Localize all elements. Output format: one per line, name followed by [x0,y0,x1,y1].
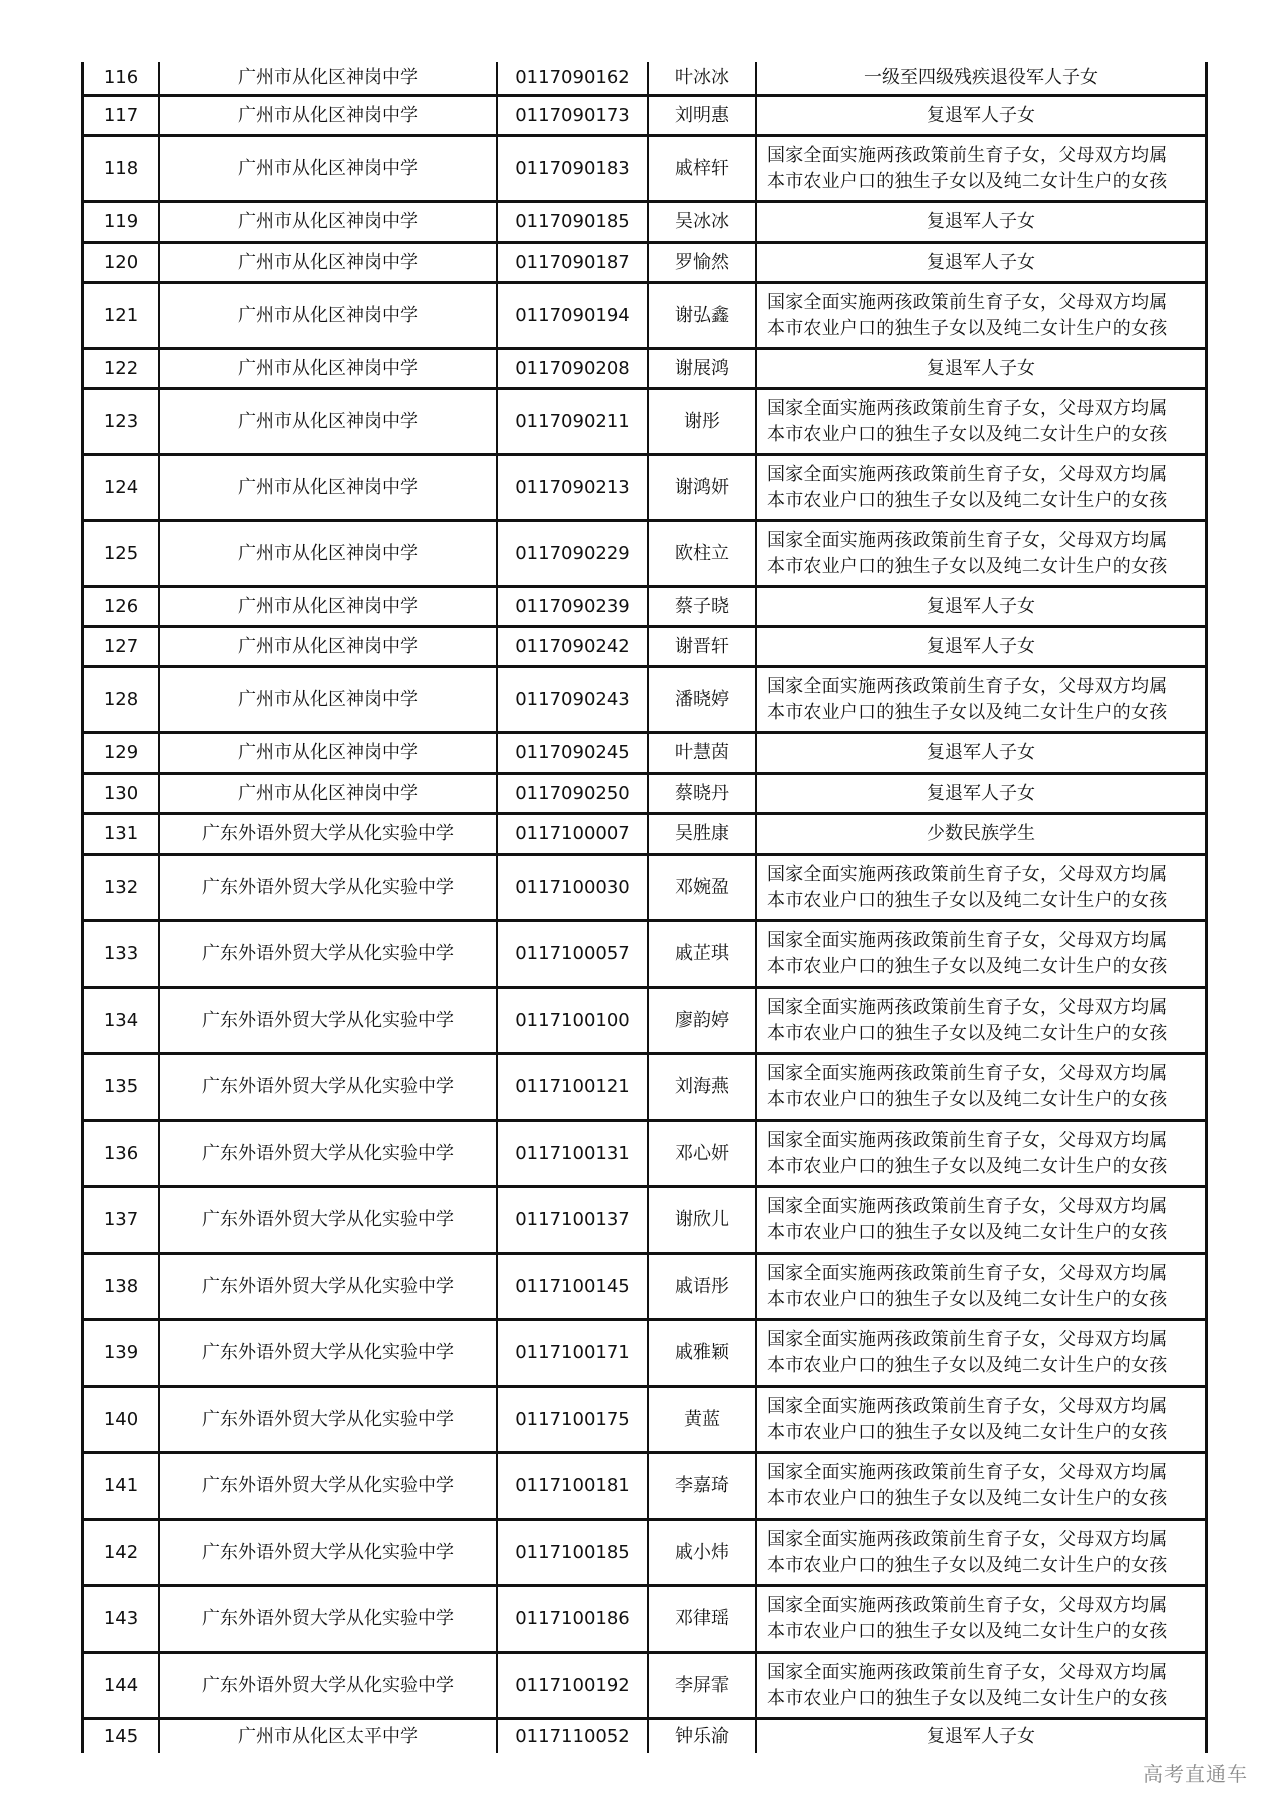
school-cell: 广东外语外贸大学从化实验中学 [160,922,498,986]
exam-id-cell: 0117100100 [498,989,649,1052]
table-row [84,1587,1205,1654]
category-line: 本市农业户口的独生子女以及纯二女计生户的女孩 [767,1355,1168,1376]
table-row [84,350,1205,390]
school-cell: 广东外语外贸大学从化实验中学 [160,1188,498,1252]
student-name-cell: 潘晓婷 [649,668,757,731]
category-line: 国家全面实施两孩政策前生育子女，父母双方均属 [767,930,1168,951]
school-cell: 广州市从化区神岗中学 [160,97,498,134]
table-row [84,62,1205,97]
category-cell [757,1122,1205,1185]
category-line: 复退军人子女 [927,595,1035,617]
table-row [84,1720,1205,1753]
student-name-cell: 谢展鸿 [649,350,757,387]
category-line: 国家全面实施两孩政策前生育子女，父母双方均属 [767,1063,1168,1084]
exam-id-cell: 0117090173 [498,97,649,134]
row-number-cell: 128 [84,668,160,731]
row-number-cell: 118 [84,137,160,200]
category-line: 本市农业户口的独生子女以及纯二女计生户的女孩 [767,423,1168,445]
row-number-cell: 135 [84,1055,160,1119]
school-cell: 广州市从化区神岗中学 [160,775,498,812]
table-row [84,456,1205,522]
category-cell [757,137,1205,200]
row-number-cell: 143 [84,1587,160,1651]
table-row [84,97,1205,137]
school-cell: 广东外语外贸大学从化实验中学 [160,1255,498,1318]
school-cell: 广东外语外贸大学从化实验中学 [160,989,498,1052]
category-cell [757,203,1205,241]
student-name-cell: 邓婉盈 [649,856,757,919]
category-line: 本市农业户口的独生子女以及纯二女计生户的女孩 [767,701,1168,723]
exam-id-cell: 0117090250 [498,775,649,812]
category-line: 复退军人子女 [927,635,1035,657]
category-cell [757,588,1205,625]
row-number-cell: 141 [84,1454,160,1518]
school-cell: 广东外语外贸大学从化实验中学 [160,1055,498,1119]
school-cell: 广东外语外贸大学从化实验中学 [160,815,498,853]
exam-id-cell: 0117090229 [498,522,649,585]
category-cell [757,1188,1205,1252]
row-number-cell: 134 [84,989,160,1052]
school-cell: 广州市从化区神岗中学 [160,390,498,453]
student-name-cell: 谢鸿妍 [649,456,757,519]
school-cell: 广州市从化区神岗中学 [160,137,498,200]
category-line: 复退军人子女 [927,1725,1035,1747]
exam-id-cell: 0117090211 [498,390,649,453]
school-cell: 广州市从化区神岗中学 [160,734,498,772]
category-line: 本市农业户口的独生子女以及纯二女计生户的女孩 [767,1621,1168,1642]
row-number-cell: 123 [84,390,160,453]
student-name-cell: 黄蓝 [649,1388,757,1451]
exam-id-cell: 0117100145 [498,1255,649,1318]
row-number-cell: 132 [84,856,160,919]
table-row [84,522,1205,588]
table-row [84,989,1205,1055]
exam-id-cell: 0117100186 [498,1587,649,1651]
category-cell [757,1720,1205,1753]
row-number-cell: 121 [84,284,160,347]
student-name-cell: 叶冰冰 [649,62,757,94]
row-number-cell: 122 [84,350,160,387]
school-cell: 广州市从化区神岗中学 [160,668,498,731]
exam-id-cell: 0117090243 [498,668,649,731]
row-number-cell: 142 [84,1521,160,1584]
student-name-cell: 刘明惠 [649,97,757,134]
exam-id-cell: 0117100175 [498,1388,649,1451]
category-cell [757,1521,1205,1584]
category-cell [757,522,1205,585]
category-line: 本市农业户口的独生子女以及纯二女计生户的女孩 [767,1288,1168,1310]
exam-id-cell: 0117100121 [498,1055,649,1119]
school-cell: 广州市从化区神岗中学 [160,456,498,519]
category-cell [757,1388,1205,1451]
student-name-cell: 廖韵婷 [649,989,757,1052]
school-cell: 广州市从化区神岗中学 [160,350,498,387]
table-row [84,203,1205,244]
exam-id-cell: 0117100137 [498,1188,649,1252]
school-cell: 广东外语外贸大学从化实验中学 [160,1521,498,1584]
table-row [84,775,1205,815]
student-name-cell: 戚梓轩 [649,137,757,200]
exam-id-cell: 0117090245 [498,734,649,772]
student-name-cell: 戚语彤 [649,1255,757,1318]
exam-id-cell: 0117090239 [498,588,649,625]
table-row [84,1654,1205,1720]
category-line: 本市农业户口的独生子女以及纯二女计生户的女孩 [767,317,1168,339]
row-number-cell: 116 [84,62,160,94]
school-cell: 广州市从化区神岗中学 [160,522,498,585]
school-cell: 广州市从化区神岗中学 [160,203,498,241]
school-cell: 广东外语外贸大学从化实验中学 [160,1388,498,1451]
school-cell: 广东外语外贸大学从化实验中学 [160,856,498,919]
category-line: 国家全面实施两孩政策前生育子女，父母双方均属 [767,1528,1168,1550]
category-line: 国家全面实施两孩政策前生育子女，父母双方均属 [767,144,1168,166]
row-number-cell: 124 [84,456,160,519]
category-line: 本市农业户口的独生子女以及纯二女计生户的女孩 [767,555,1168,577]
student-name-cell: 李屏霏 [649,1654,757,1717]
student-name-cell: 谢晋轩 [649,628,757,665]
student-name-cell: 罗愉然 [649,244,757,281]
watermark-text: 高考直通车 [1143,1762,1248,1786]
row-number-cell: 131 [84,815,160,853]
exam-id-cell: 0117090194 [498,284,649,347]
school-cell: 广东外语外贸大学从化实验中学 [160,1454,498,1518]
category-cell [757,1321,1205,1385]
category-line: 一级至四级残疾退役军人子女 [864,67,1098,88]
category-line: 本市农业户口的独生子女以及纯二女计生户的女孩 [767,1222,1168,1243]
category-line: 国家全面实施两孩政策前生育子女，父母双方均属 [767,675,1168,697]
category-cell [757,1587,1205,1651]
category-line: 国家全面实施两孩政策前生育子女，父母双方均属 [767,1661,1168,1683]
student-name-cell: 戚小炜 [649,1521,757,1584]
student-name-cell: 谢欣儿 [649,1188,757,1252]
student-name-cell: 钟乐渝 [649,1720,757,1753]
table-row [84,1188,1205,1255]
school-cell: 广东外语外贸大学从化实验中学 [160,1587,498,1651]
school-cell: 广州市从化区神岗中学 [160,284,498,347]
table-row [84,815,1205,856]
category-line: 国家全面实施两孩政策前生育子女，父母双方均属 [767,1595,1168,1616]
student-name-cell: 吴胜康 [649,815,757,853]
exam-id-cell: 0117090185 [498,203,649,241]
category-cell [757,734,1205,772]
category-cell [757,815,1205,853]
category-cell [757,350,1205,387]
table-row [84,1521,1205,1587]
category-cell [757,284,1205,347]
exam-id-cell: 0117100007 [498,815,649,853]
table-row [84,1255,1205,1321]
exam-id-cell: 0117090242 [498,628,649,665]
row-number-cell: 140 [84,1388,160,1451]
category-line: 本市农业户口的独生子女以及纯二女计生户的女孩 [767,170,1168,192]
category-line: 本市农业户口的独生子女以及纯二女计生户的女孩 [767,1554,1168,1576]
exam-id-cell: 0117090187 [498,244,649,281]
exam-id-cell: 0117090162 [498,62,649,94]
school-cell: 广东外语外贸大学从化实验中学 [160,1122,498,1185]
category-line: 国家全面实施两孩政策前生育子女，父母双方均属 [767,1462,1168,1483]
row-number-cell: 145 [84,1720,160,1753]
category-line: 国家全面实施两孩政策前生育子女，父母双方均属 [767,996,1168,1018]
category-line: 复退军人子女 [927,782,1035,804]
table-row [84,284,1205,350]
category-line: 国家全面实施两孩政策前生育子女，父母双方均属 [767,529,1168,551]
category-cell [757,1255,1205,1318]
student-name-cell: 邓心妍 [649,1122,757,1185]
table-row [84,1055,1205,1122]
category-cell [757,668,1205,731]
student-name-cell: 谢彤 [649,390,757,453]
exam-id-cell: 0117100030 [498,856,649,919]
row-number-cell: 119 [84,203,160,241]
student-name-cell: 刘海燕 [649,1055,757,1119]
exam-id-cell: 0117100131 [498,1122,649,1185]
category-cell [757,456,1205,519]
category-line: 本市农业户口的独生子女以及纯二女计生户的女孩 [767,1022,1168,1044]
student-name-cell: 邓律瑶 [649,1587,757,1651]
exam-id-cell: 0117100181 [498,1454,649,1518]
row-number-cell: 144 [84,1654,160,1717]
row-number-cell: 136 [84,1122,160,1185]
category-cell [757,1055,1205,1119]
table-row [84,668,1205,734]
row-number-cell: 125 [84,522,160,585]
row-number-cell: 137 [84,1188,160,1252]
category-line: 少数民族学生 [927,823,1035,844]
category-line: 国家全面实施两孩政策前生育子女，父母双方均属 [767,1129,1168,1151]
table-row [84,922,1205,989]
category-line: 复退军人子女 [927,357,1035,379]
category-line: 国家全面实施两孩政策前生育子女，父母双方均属 [767,291,1168,313]
school-cell: 广东外语外贸大学从化实验中学 [160,1321,498,1385]
table-row [84,734,1205,775]
table-row [84,390,1205,456]
category-line: 国家全面实施两孩政策前生育子女，父母双方均属 [767,863,1168,885]
category-cell [757,1654,1205,1717]
category-line: 国家全面实施两孩政策前生育子女，父母双方均属 [767,1262,1168,1284]
category-line: 本市农业户口的独生子女以及纯二女计生户的女孩 [767,1089,1168,1110]
exam-id-cell: 0117090213 [498,456,649,519]
category-cell [757,1454,1205,1518]
row-number-cell: 139 [84,1321,160,1385]
category-line: 国家全面实施两孩政策前生育子女，父母双方均属 [767,397,1168,419]
row-number-cell: 127 [84,628,160,665]
category-cell [757,97,1205,134]
table-row [84,137,1205,203]
student-name-cell: 吴冰冰 [649,203,757,241]
exam-id-cell: 0117100057 [498,922,649,986]
category-cell [757,856,1205,919]
row-number-cell: 130 [84,775,160,812]
category-cell [757,989,1205,1052]
category-line: 复退军人子女 [927,251,1035,273]
exam-id-cell: 0117100171 [498,1321,649,1385]
category-cell [757,390,1205,453]
category-line: 本市农业户口的独生子女以及纯二女计生户的女孩 [767,889,1168,911]
category-line: 本市农业户口的独生子女以及纯二女计生户的女孩 [767,1687,1168,1709]
exam-id-cell: 0117090208 [498,350,649,387]
table-row [84,1454,1205,1521]
student-name-cell: 叶慧茵 [649,734,757,772]
school-cell: 广东外语外贸大学从化实验中学 [160,1654,498,1717]
category-line: 本市农业户口的独生子女以及纯二女计生户的女孩 [767,1155,1168,1177]
category-line: 复退军人子女 [927,211,1035,232]
student-name-cell: 戚芷琪 [649,922,757,986]
table-row [84,1388,1205,1454]
student-name-cell: 欧柱立 [649,522,757,585]
school-cell: 广州市从化区神岗中学 [160,244,498,281]
category-line: 复退军人子女 [927,104,1035,126]
student-name-cell: 李嘉琦 [649,1454,757,1518]
category-line: 本市农业户口的独生子女以及纯二女计生户的女孩 [767,1421,1168,1443]
category-line: 本市农业户口的独生子女以及纯二女计生户的女孩 [767,956,1168,977]
exam-id-cell: 0117110052 [498,1720,649,1753]
table-row [84,244,1205,284]
school-cell: 广州市从化区神岗中学 [160,62,498,94]
row-number-cell: 120 [84,244,160,281]
category-line: 国家全面实施两孩政策前生育子女，父母双方均属 [767,1329,1168,1350]
school-cell: 广州市从化区太平中学 [160,1720,498,1753]
row-number-cell: 129 [84,734,160,772]
student-name-cell: 蔡子晓 [649,588,757,625]
student-name-cell: 戚雅颖 [649,1321,757,1385]
category-cell [757,628,1205,665]
category-cell [757,244,1205,281]
category-line: 本市农业户口的独生子女以及纯二女计生户的女孩 [767,489,1168,511]
exam-id-cell: 0117090183 [498,137,649,200]
exam-id-cell: 0117100185 [498,1521,649,1584]
table-row [84,1321,1205,1388]
category-cell [757,62,1205,94]
table-row [84,1122,1205,1188]
category-line: 复退军人子女 [927,742,1035,763]
school-cell: 广州市从化区神岗中学 [160,588,498,625]
category-cell [757,775,1205,812]
row-number-cell: 126 [84,588,160,625]
row-number-cell: 133 [84,922,160,986]
table-row [84,856,1205,922]
student-list-table [81,62,1208,1753]
school-cell: 广州市从化区神岗中学 [160,628,498,665]
student-name-cell: 谢弘鑫 [649,284,757,347]
exam-id-cell: 0117100192 [498,1654,649,1717]
category-line: 本市农业户口的独生子女以及纯二女计生户的女孩 [767,1488,1168,1509]
table-row [84,588,1205,628]
category-cell [757,922,1205,986]
row-number-cell: 117 [84,97,160,134]
category-line: 国家全面实施两孩政策前生育子女，父母双方均属 [767,463,1168,485]
table-row [84,628,1205,668]
category-line: 国家全面实施两孩政策前生育子女，父母双方均属 [767,1395,1168,1417]
student-name-cell: 蔡晓丹 [649,775,757,812]
category-line: 国家全面实施两孩政策前生育子女，父母双方均属 [767,1196,1168,1217]
row-number-cell: 138 [84,1255,160,1318]
